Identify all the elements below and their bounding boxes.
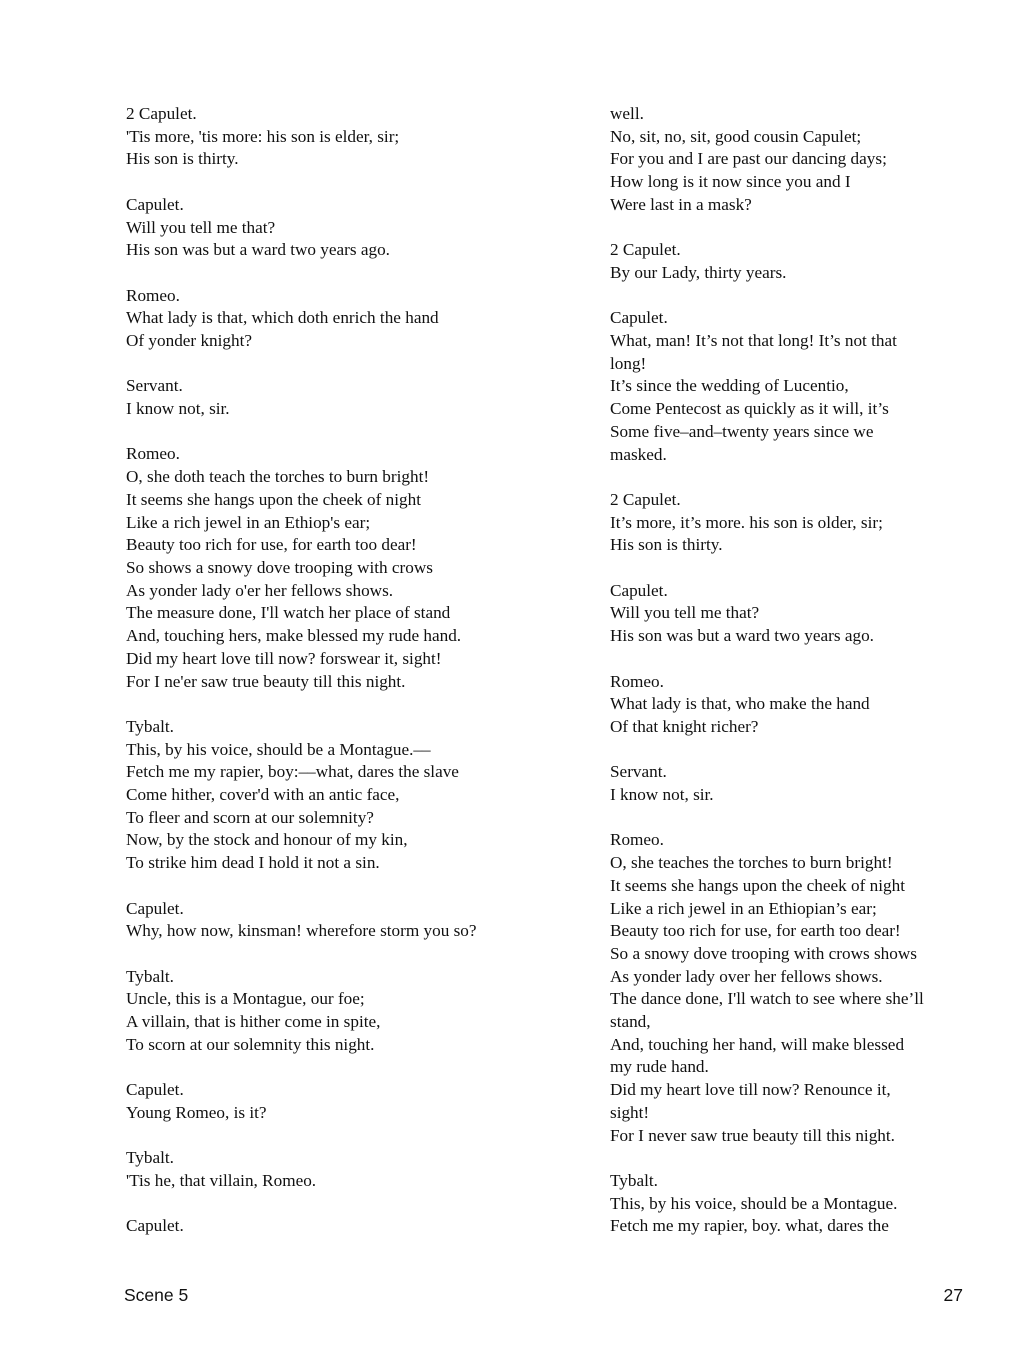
verse-line: long! xyxy=(610,353,647,373)
speaker-name: Capulet. xyxy=(610,580,668,600)
speech-block xyxy=(610,671,970,739)
verse-line: What lady is that, who make the hand xyxy=(610,694,870,714)
speech-block xyxy=(126,898,566,943)
verse-line: His son was but a ward two years ago. xyxy=(126,240,390,260)
speech-block xyxy=(610,829,970,1147)
verse-line: His son is thirty. xyxy=(126,149,239,169)
verse-line: sight! xyxy=(610,1102,650,1122)
speech-block xyxy=(610,1170,970,1238)
speaker-name: well. xyxy=(610,104,644,123)
speech-block xyxy=(126,966,566,1057)
verse-line: Did my heart love till now? Renounce it, xyxy=(610,1080,891,1100)
speech-block xyxy=(126,375,566,420)
verse-line: For I ne'er saw true beauty till this night. xyxy=(126,671,406,691)
verse-line: What lady is that, which doth enrich the hand xyxy=(126,308,439,328)
speech-block xyxy=(126,1079,566,1124)
speech-block xyxy=(610,761,970,806)
speaker-name: Tybalt. xyxy=(126,966,174,986)
verse-line: The dance done, I'll watch to see where she’ll xyxy=(610,989,924,1009)
verse-line: Will you tell me that? xyxy=(610,603,760,623)
verse-line: By our Lady, thirty years. xyxy=(610,262,787,282)
right-text-column xyxy=(610,103,970,1261)
speaker-name: Servant. xyxy=(126,376,183,396)
speech-block xyxy=(610,103,970,217)
verse-line: And, touching her hand, will make blessed xyxy=(610,1034,905,1054)
verse-line: How long is it now since you and I xyxy=(610,172,851,192)
verse-line: And, touching hers, make blessed my rude hand. xyxy=(126,626,462,646)
verse-line: I know not, sir. xyxy=(610,785,714,804)
speech-block xyxy=(126,285,566,353)
verse-line: For I never saw true beauty till this night. xyxy=(610,1125,895,1145)
verse-line: It seems she hangs upon the cheek of night xyxy=(610,875,905,895)
speech-block xyxy=(126,1147,566,1192)
verse-line: To strike him dead I hold it not a sin. xyxy=(126,853,380,873)
speech-block xyxy=(610,239,970,284)
speech-block xyxy=(126,194,566,262)
verse-line: Fetch me my rapier, boy. what, dares the xyxy=(610,1216,889,1236)
verse-line: His son was but a ward two years ago. xyxy=(610,626,874,646)
verse-line: 'Tis more, 'tis more: his son is elder, sir; xyxy=(126,126,400,146)
speaker-name: Capulet. xyxy=(126,194,184,214)
verse-line: For you and I are past our dancing days; xyxy=(610,149,887,169)
speaker-name: Servant. xyxy=(610,762,667,782)
verse-line: To scorn at our solemnity this night. xyxy=(126,1034,375,1054)
verse-line: Now, by the stock and honour of my kin, xyxy=(126,830,408,850)
verse-line: Of yonder knight? xyxy=(126,331,253,350)
verse-line: As yonder lady over her fellows shows. xyxy=(610,966,883,986)
speaker-name: 2 Capulet. xyxy=(126,104,197,123)
verse-line: O, she teaches the torches to burn bright! xyxy=(610,853,893,873)
verse-line: Like a rich jewel in an Ethiop's ear; xyxy=(126,512,371,532)
verse-line: What, man! It’s not that long! It’s not that xyxy=(610,331,897,350)
speaker-name: Tybalt. xyxy=(610,1170,658,1190)
speech-block xyxy=(126,443,566,693)
speech-block xyxy=(610,489,970,557)
verse-line: Come hither, cover'd with an antic face, xyxy=(126,785,400,805)
verse-line: Were last in a mask? xyxy=(610,194,752,214)
speaker-name: Capulet. xyxy=(126,898,184,918)
speaker-name: Romeo. xyxy=(126,444,180,464)
verse-line: It’s since the wedding of Lucentio, xyxy=(610,376,849,396)
verse-line: Young Romeo, is it? xyxy=(126,1102,267,1122)
speaker-name: Romeo. xyxy=(610,671,664,691)
verse-line: Why, how now, kinsman! wherefore storm you so? xyxy=(126,921,477,941)
verse-line: O, she doth teach the torches to burn bright! xyxy=(126,467,430,487)
footer-scene-label: Scene 5 xyxy=(124,1285,189,1305)
verse-line: 'Tis he, that villain, Romeo. xyxy=(126,1170,317,1190)
speaker-name: Tybalt. xyxy=(126,716,174,736)
verse-line: Will you tell me that? xyxy=(126,217,276,237)
verse-line: This, by his voice, should be a Montague. xyxy=(610,1193,898,1213)
verse-line: masked. xyxy=(610,444,667,464)
left-text-column xyxy=(126,103,566,1261)
verse-line: Beauty too rich for use, for earth too dear! xyxy=(126,535,417,555)
verse-line: To fleer and scorn at our solemnity? xyxy=(126,807,374,827)
verse-line: It seems she hangs upon the cheek of night xyxy=(126,489,421,509)
verse-line: The measure done, I'll watch her place of stand xyxy=(126,603,451,623)
speaker-name: Capulet. xyxy=(610,308,668,328)
speaker-name: Romeo. xyxy=(126,285,180,305)
verse-line: This, by his voice, should be a Montague.–– xyxy=(126,739,431,759)
speaker-name: 2 Capulet. xyxy=(610,489,681,509)
verse-line: Of that knight richer? xyxy=(610,716,759,736)
speech-block xyxy=(126,1215,566,1238)
verse-line: A villain, that is hither come in spite, xyxy=(126,1012,381,1032)
verse-line: stand, xyxy=(610,1012,651,1032)
verse-line: my rude hand. xyxy=(610,1057,709,1077)
verse-line: Did my heart love till now? forswear it, sight! xyxy=(126,648,442,668)
speaker-name: Tybalt. xyxy=(126,1148,174,1168)
verse-line: Uncle, this is a Montague, our foe; xyxy=(126,989,365,1009)
verse-line: Like a rich jewel in an Ethiopian’s ear; xyxy=(610,898,877,918)
speech-block xyxy=(610,580,970,648)
speech-block xyxy=(126,716,566,875)
speaker-name: Romeo. xyxy=(610,830,664,850)
verse-line: As yonder lady o'er her fellows shows. xyxy=(126,580,394,600)
verse-line: Some five–and–twenty years since we xyxy=(610,421,874,441)
speaker-name: 2 Capulet. xyxy=(610,240,681,260)
speaker-name: Capulet. xyxy=(126,1216,184,1236)
verse-line: Come Pentecost as quickly as it will, it’s xyxy=(610,399,889,419)
verse-line: Fetch me my rapier, boy:––what, dares the slave xyxy=(126,762,459,782)
verse-line: His son is thirty. xyxy=(610,535,723,555)
speech-block xyxy=(126,103,566,171)
speaker-name: Capulet. xyxy=(126,1080,184,1100)
verse-line: So shows a snowy dove trooping with crows xyxy=(126,558,433,577)
verse-line: It’s more, it’s more. his son is older, sir; xyxy=(610,512,883,532)
verse-line: Beauty too rich for use, for earth too dear! xyxy=(610,921,901,941)
speech-block xyxy=(610,307,970,466)
footer-page-number: 27 xyxy=(943,1285,963,1305)
verse-line: No, sit, no, sit, good cousin Capulet; xyxy=(610,126,862,146)
verse-line: I know not, sir. xyxy=(126,399,230,419)
verse-line: So a snowy dove trooping with crows shows xyxy=(610,943,917,963)
